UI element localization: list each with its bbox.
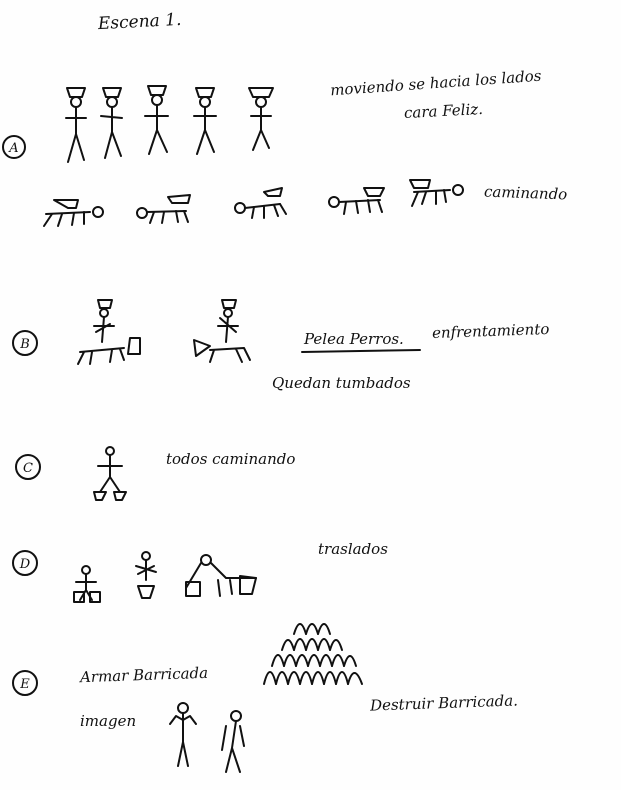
figures-standing-row (66, 86, 273, 162)
carrying-figure (74, 566, 100, 602)
posing-figure (222, 711, 244, 772)
section-label-d: D (19, 557, 31, 572)
dog-figure (194, 300, 250, 362)
note-destroy-barricade: Destruir Barricada. (369, 691, 519, 715)
note-transfers: traslados (318, 540, 388, 558)
section-label-a: A (9, 141, 19, 156)
figures-crawling-row (44, 180, 463, 226)
note-happy-face: cara Feliz. (403, 99, 484, 123)
carried-figure (186, 555, 256, 596)
note-walking-a: caminando (483, 182, 568, 204)
section-label-e: E (20, 677, 30, 692)
crawling-figure (137, 195, 190, 223)
stick-figure (101, 88, 122, 158)
note-dog-fight: Pelea Perros. (304, 330, 404, 348)
note-confrontation: enfrentamiento (431, 319, 550, 343)
barricade-pile (264, 624, 362, 684)
posing-figure (170, 703, 196, 766)
walking-figure-drawing (94, 447, 126, 500)
note-lying-down: Quedan tumbados (272, 374, 411, 392)
section-label-b: B (20, 337, 30, 352)
stick-figure (249, 88, 273, 150)
note-build-barricade: Armar Barricada (79, 663, 209, 687)
image-figures (170, 703, 244, 772)
section-marker-e (13, 671, 37, 695)
section-marker-c (16, 455, 40, 479)
section-marker-d (13, 551, 37, 575)
stick-figure (145, 86, 168, 154)
crawling-figure (44, 200, 103, 226)
crawling-figure (235, 188, 286, 218)
stick-figure (66, 88, 86, 162)
carrying-figure (136, 552, 156, 598)
note-moving-sideways: moviendo se hacia los lados (329, 66, 543, 100)
dog-figure (78, 300, 140, 364)
section-label-c: C (23, 461, 33, 476)
section-marker-a (3, 136, 25, 158)
crawling-figure (410, 180, 463, 206)
transport-drawing (74, 552, 256, 602)
section-marker-b (13, 331, 37, 355)
note-all-walking: todos caminando (166, 450, 296, 468)
note-image: imagen (80, 712, 137, 730)
page-title: Escena 1. (97, 9, 182, 35)
underline-stroke (302, 350, 420, 352)
crawling-figure (329, 188, 384, 214)
stick-figure (194, 88, 216, 154)
